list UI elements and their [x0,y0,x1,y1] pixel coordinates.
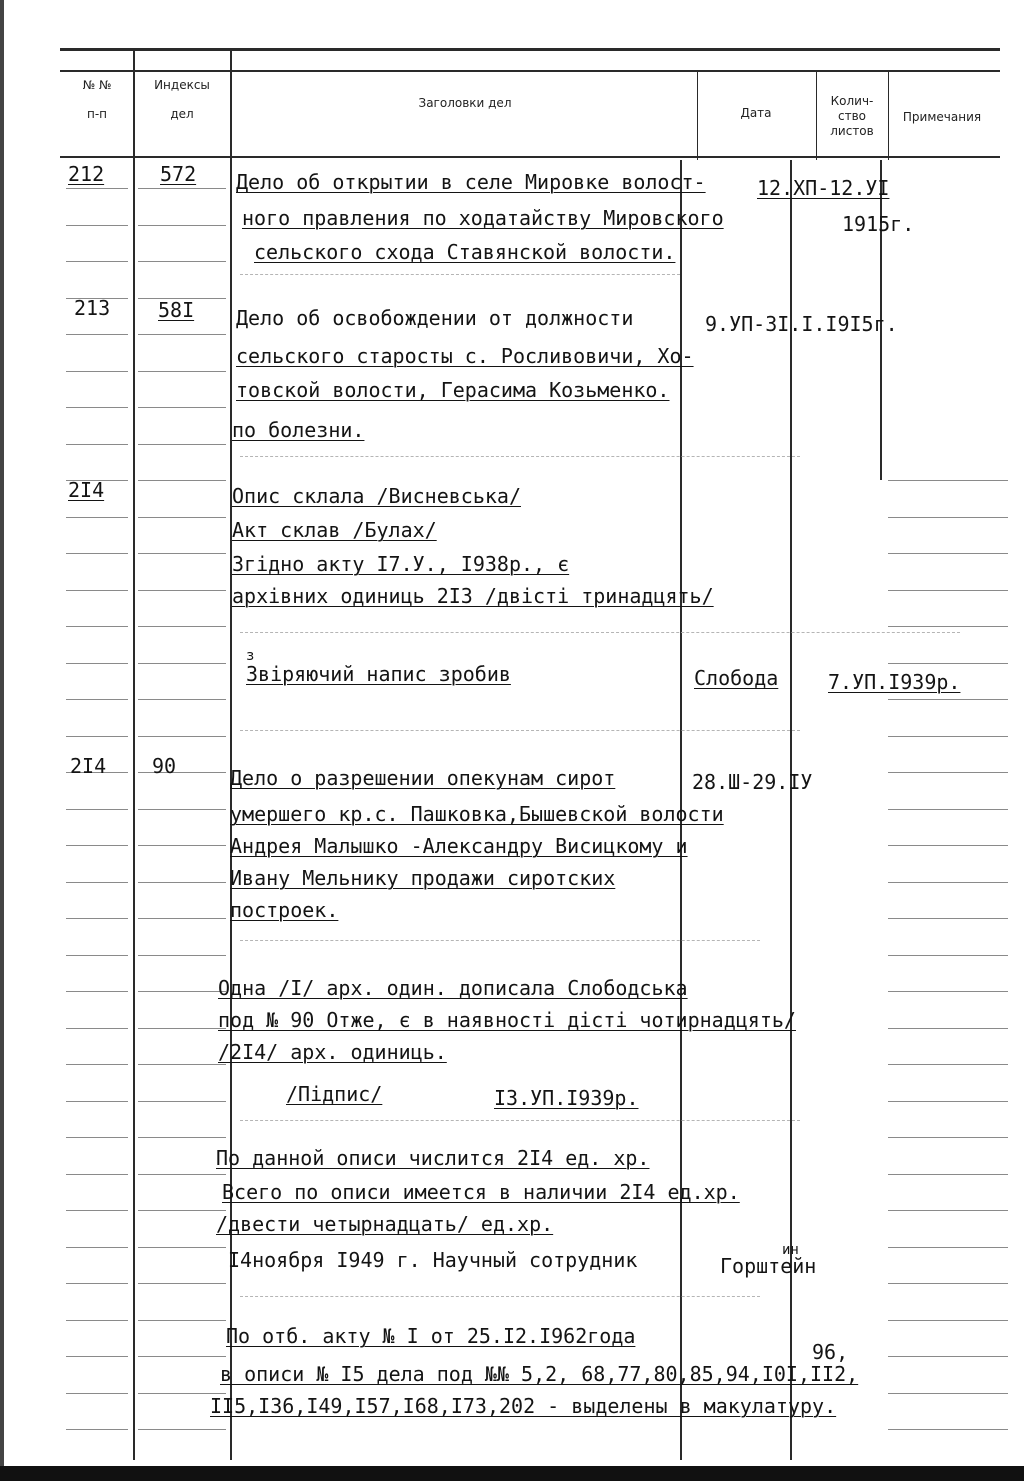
row-213-index: 58I [158,298,195,322]
ledger-rule [888,1356,1008,1357]
ledger-rule [66,1101,128,1102]
row-214-line-5: построек. [230,898,339,922]
ledger-rule [888,1137,1008,1138]
row-213-num: 213 [74,296,111,320]
header-title: Заголовки дел [418,96,512,110]
ledger-rule [66,225,128,226]
ledger-rule [138,736,226,737]
ledger-rule [66,1174,128,1175]
verify-mark: з [246,648,255,664]
ledger-rule [138,1247,226,1248]
ledger-rule [66,845,128,846]
ledger-rule [66,1064,128,1065]
ledger-rule [888,809,1008,810]
top-border-inner [60,70,1000,72]
ledger-rule [888,553,1008,554]
ledger-rule [888,772,1008,773]
addendum-signature: /Підпис/ [286,1082,383,1106]
row-212-line-2: ного правления по ходатайству Мировского [242,206,724,230]
ledger-rule [888,699,1008,700]
row-212-line-3: сельского схода Ставянской волости. [254,240,676,264]
ledger-rule [888,1393,1008,1394]
ledger-rule [138,590,226,591]
ledger-rule [888,1210,1008,1211]
row-213-date: 9.УП-3I.I.I9I5г. [705,312,898,336]
addendum-line-1: Одна /I/ арх. один. дописала Слободська [218,976,688,1000]
ledger-rule [66,590,128,591]
header-index: Индексы дел [154,78,210,121]
ledger-rule [138,1320,226,1321]
ledger-rule [138,1283,226,1284]
scan-noise [240,1296,760,1298]
ledger-rule [138,1064,226,1065]
ledger-rule [138,334,226,335]
row-214-index: 90 [152,754,177,778]
ledger-rule [66,1137,128,1138]
scan-noise [240,1120,800,1122]
row-212-date: 12.XП-12.УI [757,176,890,200]
ledger-rule [66,517,128,518]
ledger-rule [66,371,128,372]
ledger-rule [66,736,128,737]
ledger-rule [66,626,128,627]
final-line-3: II5,I36,I49,I57,I68,I73,202 - выделены в макулатуру. [210,1394,837,1418]
ledger-rule [138,809,226,810]
ledger-rule [66,1247,128,1248]
scan-edge [0,0,4,1481]
note-214-num: 2I4 [68,478,105,502]
row-212-year: 1915г. [842,212,915,236]
ledger-rule [138,225,226,226]
summary-line-2: Всего по описи имеется в наличии 2I4 ед.хр. [222,1180,740,1204]
ledger-rule [138,517,226,518]
ledger-rule [66,991,128,992]
ledger-rule [138,955,226,956]
ledger-rule [138,626,226,627]
verify-name: Слобода [694,666,779,690]
ledger-rule [138,845,226,846]
ledger-rule [888,736,1008,737]
header-bottom-rule [60,156,1000,158]
ledger-rule [66,188,128,189]
summary-line-4: I4ноября I949 г. Научный сотрудник [228,1248,638,1272]
row-212-line-1: Дело об открытии в селе Мировке волост- [236,170,706,194]
ledger-rule [888,1320,1008,1321]
scan-noise [240,632,960,634]
ledger-rule [66,663,128,664]
ledger-rule [888,845,1008,846]
verify-label: Звіряючий напис зробив [246,662,511,686]
ledger-rule [888,1028,1008,1029]
header-count: Колич- ство листов [830,94,874,138]
row-214-line-1: Дело о разрешении опекунам сирот [230,766,616,790]
ledger-rule [888,590,1008,591]
scan-noise [240,456,800,458]
scan-noise [240,274,680,276]
ledger-rule [66,809,128,810]
ledger-rule [138,261,226,262]
ledger-rule [888,1064,1008,1065]
row-212-num: 212 [68,162,105,186]
scan-noise [240,940,760,942]
ledger-rule [888,1283,1008,1284]
addendum-line-3: /2I4/ арх. одиниць. [218,1040,447,1064]
ledger-rule [888,663,1008,664]
ledger-rule [138,1101,226,1102]
scan-noise [240,730,800,732]
header-notes: Примечания [902,110,982,124]
row-214-date: 28.Ш-29.IУ [692,770,813,794]
ledger-rule [66,882,128,883]
ledger-rule [138,480,226,481]
ledger-rule [888,882,1008,883]
row-212-index: 572 [160,162,197,186]
ledger-rule [138,553,226,554]
ledger-rule [66,699,128,700]
ledger-rule [888,1174,1008,1175]
ledger-rule [888,1101,1008,1102]
ledger-rule [138,1356,226,1357]
ledger-rule [66,1320,128,1321]
ledger-rule [138,1429,226,1430]
row-213-line-3: товской волости, Герасима Козьменко. [236,378,670,402]
row-214-line-3: Андрея Малышко -Александру Висицкому и [230,834,688,858]
ledger-rule [138,407,226,408]
ledger-rule [138,371,226,372]
ledger-rule [888,1247,1008,1248]
ledger-rule [66,553,128,554]
staff-name-mark: ин [782,1242,799,1258]
row-214-line-4: Ивану Мельнику продажи сиротских [230,866,616,890]
ledger-rule [138,663,226,664]
top-border [60,48,1000,51]
ledger-rule [66,261,128,262]
ledger-rule [66,1429,128,1430]
ledger-rule [138,1137,226,1138]
ledger-rule [66,1356,128,1357]
final-line-1: По отб. акту № I от 25.I2.I962года [226,1324,636,1348]
ledger-rule [66,1028,128,1029]
final-extra: 96, [812,1340,849,1364]
ledger-rule [888,955,1008,956]
ledger-rule [888,991,1008,992]
final-line-2: в описи № I5 дела под №№ 5,2, 68,77,80,85,94,I0I,II2, [220,1362,859,1386]
ledger-rule [66,1393,128,1394]
ledger-rule [66,407,128,408]
ledger-rule [138,188,226,189]
ledger-rule [888,1429,1008,1430]
row-213-line-2: сельского старосты с. Росливовичи, Хо- [236,344,694,368]
col-rule-3 [697,70,698,160]
row-214-line-2: умершего кр.с. Пашковка,Бышевской волости [230,802,724,826]
ledger-rule [138,699,226,700]
verify-date: 7.УП.I939р. [828,670,961,694]
note-214-line-1: Опис склала /Висневська/ [232,484,521,508]
header-date: Дата [740,106,772,120]
scan-bottom-edge [0,1466,1024,1481]
ledger-rule [138,991,226,992]
ledger-rule [138,1174,226,1175]
ledger-rule [66,444,128,445]
ledger-rule [66,1210,128,1211]
note-214-line-2: Акт склав /Булах/ [232,518,437,542]
ledger-rule [138,444,226,445]
ledger-rule [138,1028,226,1029]
ledger-rule [66,955,128,956]
note-214-line-3: Згідно акту I7.У., I938р., є [232,552,570,576]
row-214-num: 2I4 [70,754,107,778]
ledger-rule [888,918,1008,919]
addendum-line-2: под № 90 Отже, є в наявності дісті чотирнадцять/ [218,1008,796,1032]
row-213-line-1: Дело об освобождении от должности [236,306,634,330]
col-rule-4 [816,70,817,160]
ledger-rule [66,334,128,335]
ledger-rule [138,918,226,919]
ledger-rule [66,918,128,919]
ledger-rule [888,517,1008,518]
ledger-rule [888,626,1008,627]
note-214-line-4: архівних одиниць 2I3 /двісті тринадцять/ [232,584,714,608]
col-rule-5 [888,70,889,160]
col-rule-1 [133,50,135,1460]
ledger-rule [888,480,1008,481]
addendum-sign-date: I3.УП.I939р. [494,1086,639,1110]
row-213-line-4: по болезни. [232,418,365,442]
ledger-rule [138,882,226,883]
header-num: № № п-п [82,78,112,121]
summary-line-3: /двести четырнадцать/ ед.хр. [216,1212,554,1236]
ledger-rule [66,1283,128,1284]
ledger-rule [138,1210,226,1211]
staff-name: Горштейн [720,1254,817,1278]
summary-line-1: По данной описи числится 2I4 ед. хр. [216,1146,650,1170]
